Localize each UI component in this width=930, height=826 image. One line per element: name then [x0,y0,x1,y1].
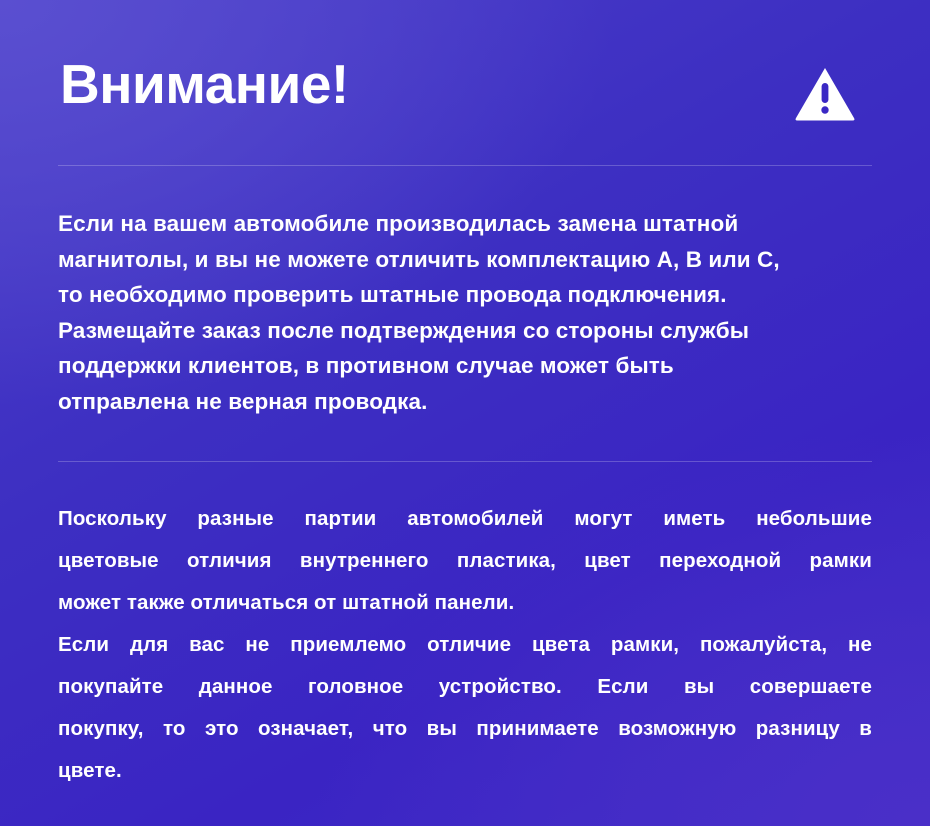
notice-paragraph-secondary [58,498,872,792]
divider-middle [58,461,872,462]
text-line: отправлена не верная проводка. [58,388,428,414]
notice-paragraph-purchase-consent [58,624,872,792]
text-line: цветовые отличия внутреннего пластика, цвет переходной рамки [58,549,872,573]
text-line: Если на вашем автомобиле производилась замена штатной [58,211,739,236]
text-line: Размещайте заказ после подтверждения со стороны службы [58,317,750,343]
text-line: Поскольку разные партии автомобилей могут иметь небольшие [58,507,872,531]
text-line: цвете. [58,759,122,783]
text-line: может также отличаться от штатной панели. [58,591,515,615]
text-line: магнитолы, и вы не можете отличить комплектацию A, B или C, [58,246,780,272]
divider-top [58,165,872,166]
notice-header [58,53,872,127]
text-line: Если для вас не приемлемо отличие цвета рамки, пожалуйста, не [58,633,872,657]
notice-paragraph-primary [58,206,872,419]
text-line: то необходимо проверить штатные провода подключения. [58,282,727,308]
notice-paragraph-color-variance [58,498,872,624]
text-line: покупайте данное головное устройство. Если вы совершаете [58,675,872,699]
warning-triangle-icon [794,66,856,127]
text-line: поддержки клиентов, в противном случае может быть [58,353,674,379]
text-line: покупку, то это означает, что вы принимаете возможную разницу в [58,717,872,741]
page-title: Внимание! [60,53,349,115]
